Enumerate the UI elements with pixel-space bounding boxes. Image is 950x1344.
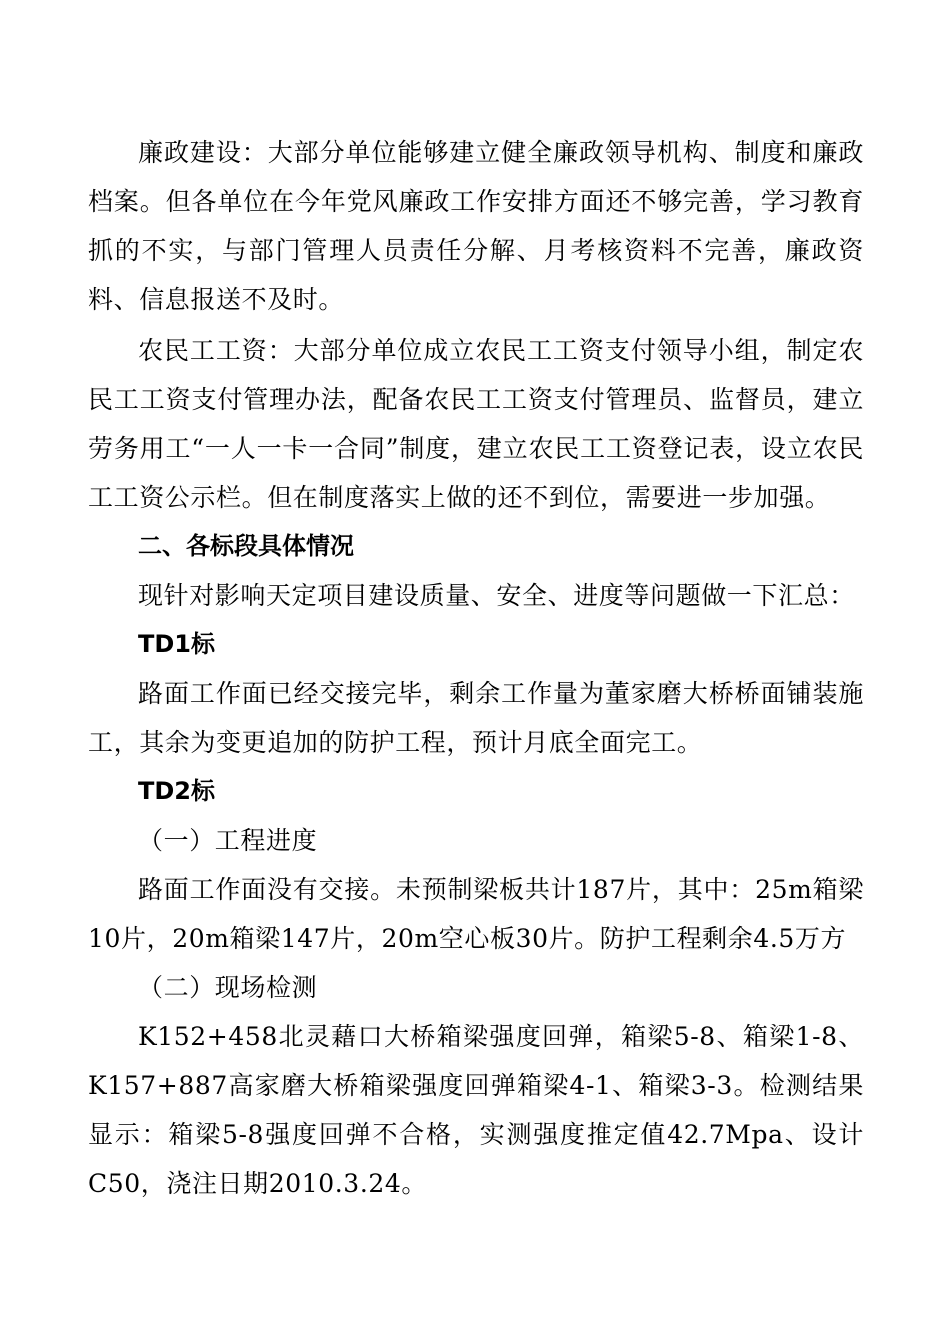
paragraph-migrant-wages: 农民工工资：大部分单位成立农民工工资支付领导小组，制定农民工工资支付管理办法，配备农民工工资支付管理员、监督员，建立劳务用工“一人一卡一合同”制度，建立农民工工资登记表，设立农民工工资公示栏。但在制度落实上做的还不到位，需要进一步加强。 xyxy=(88,336,864,512)
paragraph-summary-intro: 现针对影响天定项目建设质量、安全、进度等问题做一下汇总： xyxy=(138,581,855,610)
paragraph-clean-governance: 廉政建设：大部分单位能够建立健全廉政领导机构、制度和廉政档案。但各单位在今年党风廉政工作安排方面还不够完善，学习教育抓的不实，与部门管理人员责任分解、月考核资料不完善，廉政资料、信息报送不及时。 xyxy=(88,138,864,314)
paragraph-td2-progress: 路面工作面没有交接。未预制梁板共计187片，其中：25m箱梁10片，20m箱梁147片，20m空心板30片。防护工程剩余4.5万方 xyxy=(88,875,864,953)
subheading-site-inspection: （二）现场检测 xyxy=(138,973,318,1002)
paragraph-inspection-results: K152+458北灵藉口大桥箱梁强度回弹，箱梁5-8、箱梁1-8、K157+887高家磨大桥箱梁强度回弹箱梁4-1、箱梁3-3。检测结果显示：箱梁5-8强度回弹不合格，实测强度推定值42.7Mpa、设计C50，浇注日期2010.3.24。 xyxy=(88,1022,864,1198)
paragraph-td1-progress: 路面工作面已经交接完毕，剩余工作量为董家磨大桥桥面铺装施工，其余为变更追加的防护工程，预计月底全面完工。 xyxy=(88,679,864,757)
heading-td1: TD1标 xyxy=(138,630,215,658)
subheading-project-progress: （一）工程进度 xyxy=(138,826,318,855)
heading-td2: TD2标 xyxy=(138,777,215,805)
document-page xyxy=(88,128,864,1208)
section-heading-bid-sections: 二、各标段具体情况 xyxy=(138,532,354,560)
